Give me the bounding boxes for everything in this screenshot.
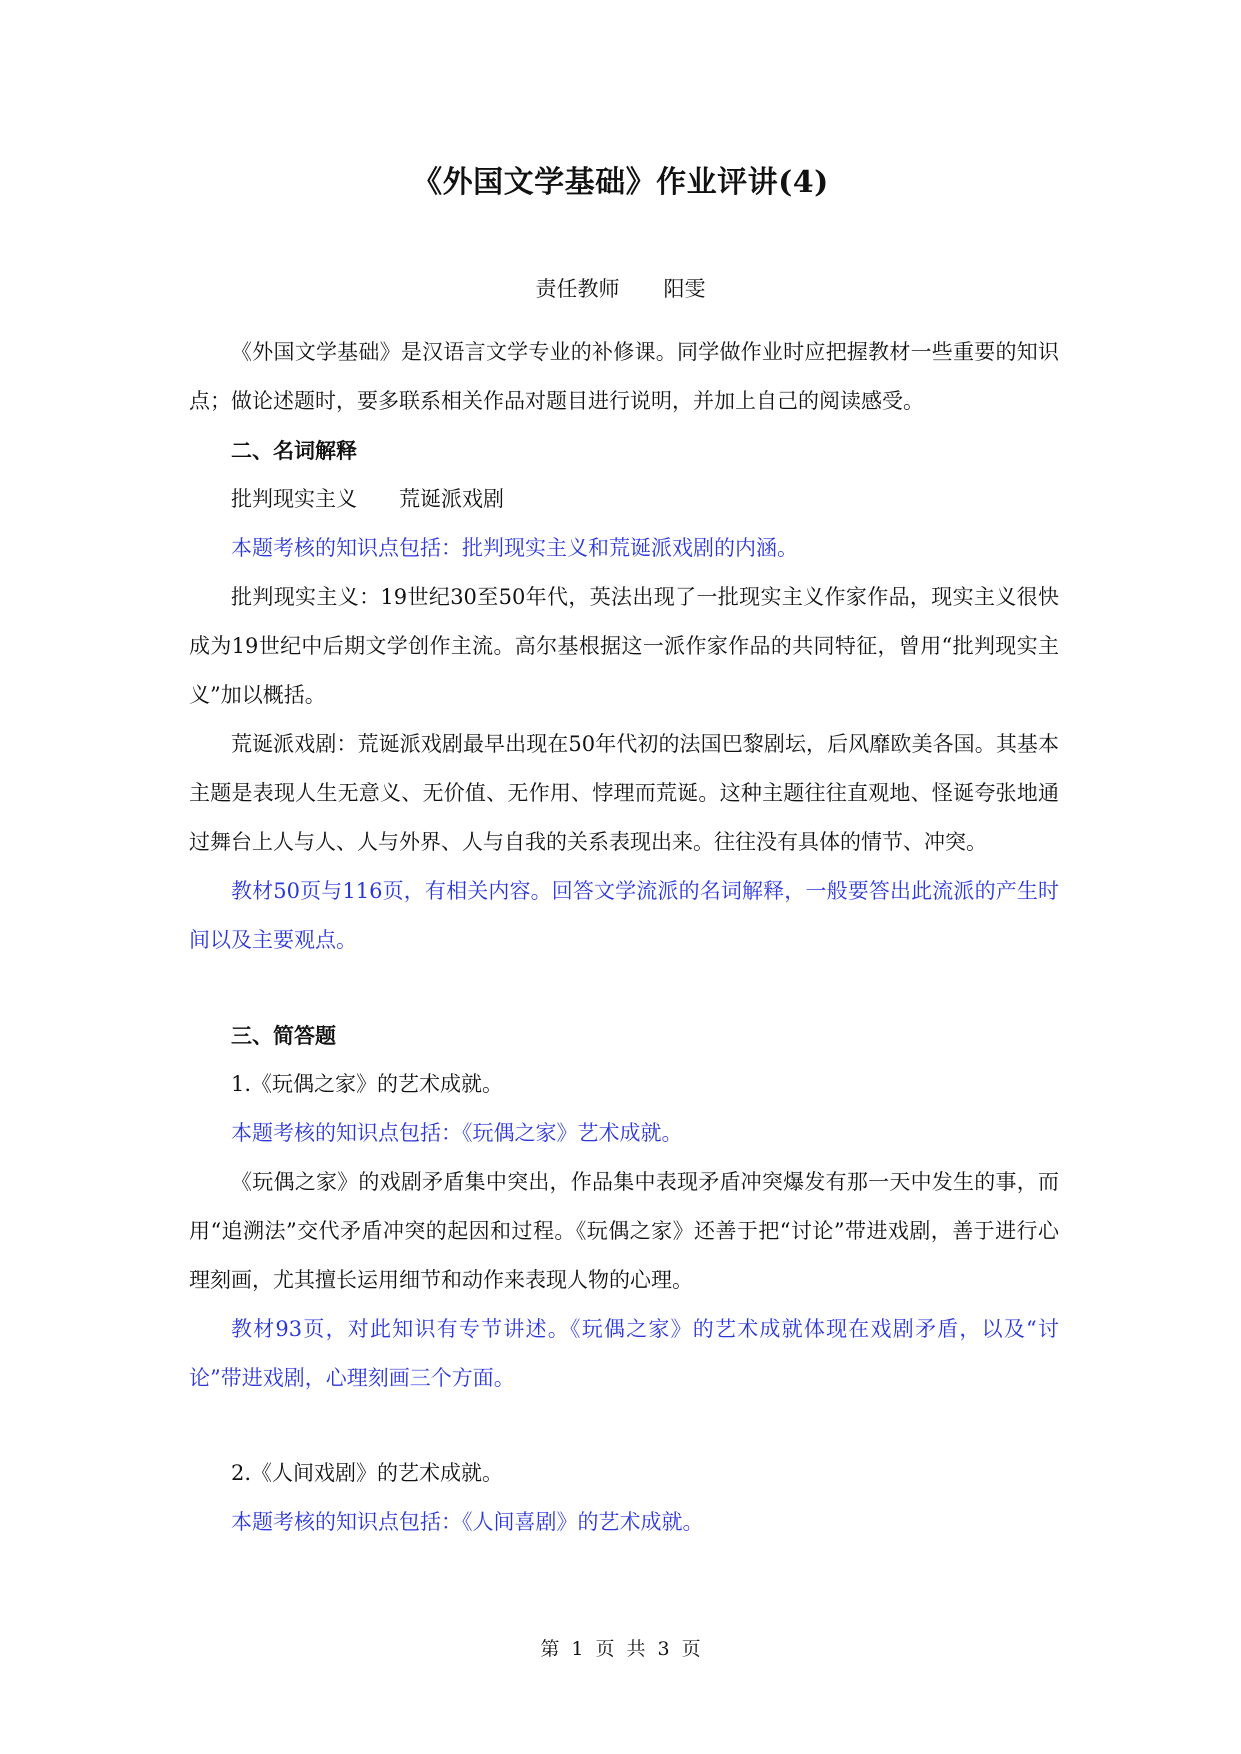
comment-q1: 教材93页，对此知识有专节讲述。《玩偶之家》的艺术成就体现在戏剧矛盾，以及“讨论”带进戏剧，心理刻画三个方面。 [189,1317,1059,1390]
answer-absurd-theatre: 荒诞派戏剧：荒诞派戏剧最早出现在50年代初的法国巴黎剧坛，后风靡欧美各国。其基本主题是表现人生无意义、无价值、无作用、悖理而荒诞。这种主题往往直观地、怪诞夸张地通过舞台上人与人、人与外界、人与自我的关系表现出来。往往没有具体的情节、冲突。 [189,732,1059,854]
comment-terms: 教材50页与116页，有相关内容。回答文学流派的名词解释，一般要答出此流派的产生时间以及主要观点。 [189,879,1059,952]
intro-paragraph: 《外国文学基础》是汉语言文学专业的补修课。同学做作业时应把握教材一些重要的知识点；做论述题时，要多联系相关作品对题目进行说明，并加上自己的阅读感受。 [189,340,1059,413]
teacher-label: 责任教师 [535,277,620,301]
answer-q1: 《玩偶之家》的戏剧矛盾集中突出，作品集中表现矛盾冲突爆发有那一天中发生的事，而用“追溯法”交代矛盾冲突的起因和过程。《玩偶之家》还善于把“讨论”带进戏剧，善于进行心理刻画，尤其擅长运用细节和动作来表现人物的心理。 [189,1170,1059,1292]
question-2: 2.《人间戏剧》的艺术成就。 [231,1461,504,1485]
teacher-name: 阳雯 [663,277,706,301]
terms-list: 批判现实主义 荒诞派戏剧 [231,487,504,511]
question-1: 1.《玩偶之家》的艺术成就。 [231,1072,504,1096]
teacher-line [0,274,1241,304]
knowledge-point-q1: 本题考核的知识点包括：《玩偶之家》艺术成就。 [231,1121,683,1145]
knowledge-point-terms: 本题考核的知识点包括：批判现实主义和荒诞派戏剧的内涵。 [231,536,798,560]
knowledge-point-q2: 本题考核的知识点包括：《人间喜剧》的艺术成就。 [231,1510,704,1534]
answer-critical-realism: 批判现实主义：19世纪30至50年代，英法出现了一批现实主义作家作品，现实主义很快成为19世纪中后期文学创作主流。高尔基根据这一派作家作品的共同特征，曾用“批判现实主义”加以概括。 [189,585,1059,707]
document-body [189,328,1059,1547]
document-title: 《外国文学基础》作业评讲(4) [412,165,829,200]
section-heading-short-answer: 三、简答题 [231,1023,336,1048]
section-heading-terms: 二、名词解释 [231,438,357,463]
spacer [189,1403,1059,1449]
page-footer: 第 1 页 共 3 页 [540,1638,701,1660]
spacer [189,965,1059,1011]
